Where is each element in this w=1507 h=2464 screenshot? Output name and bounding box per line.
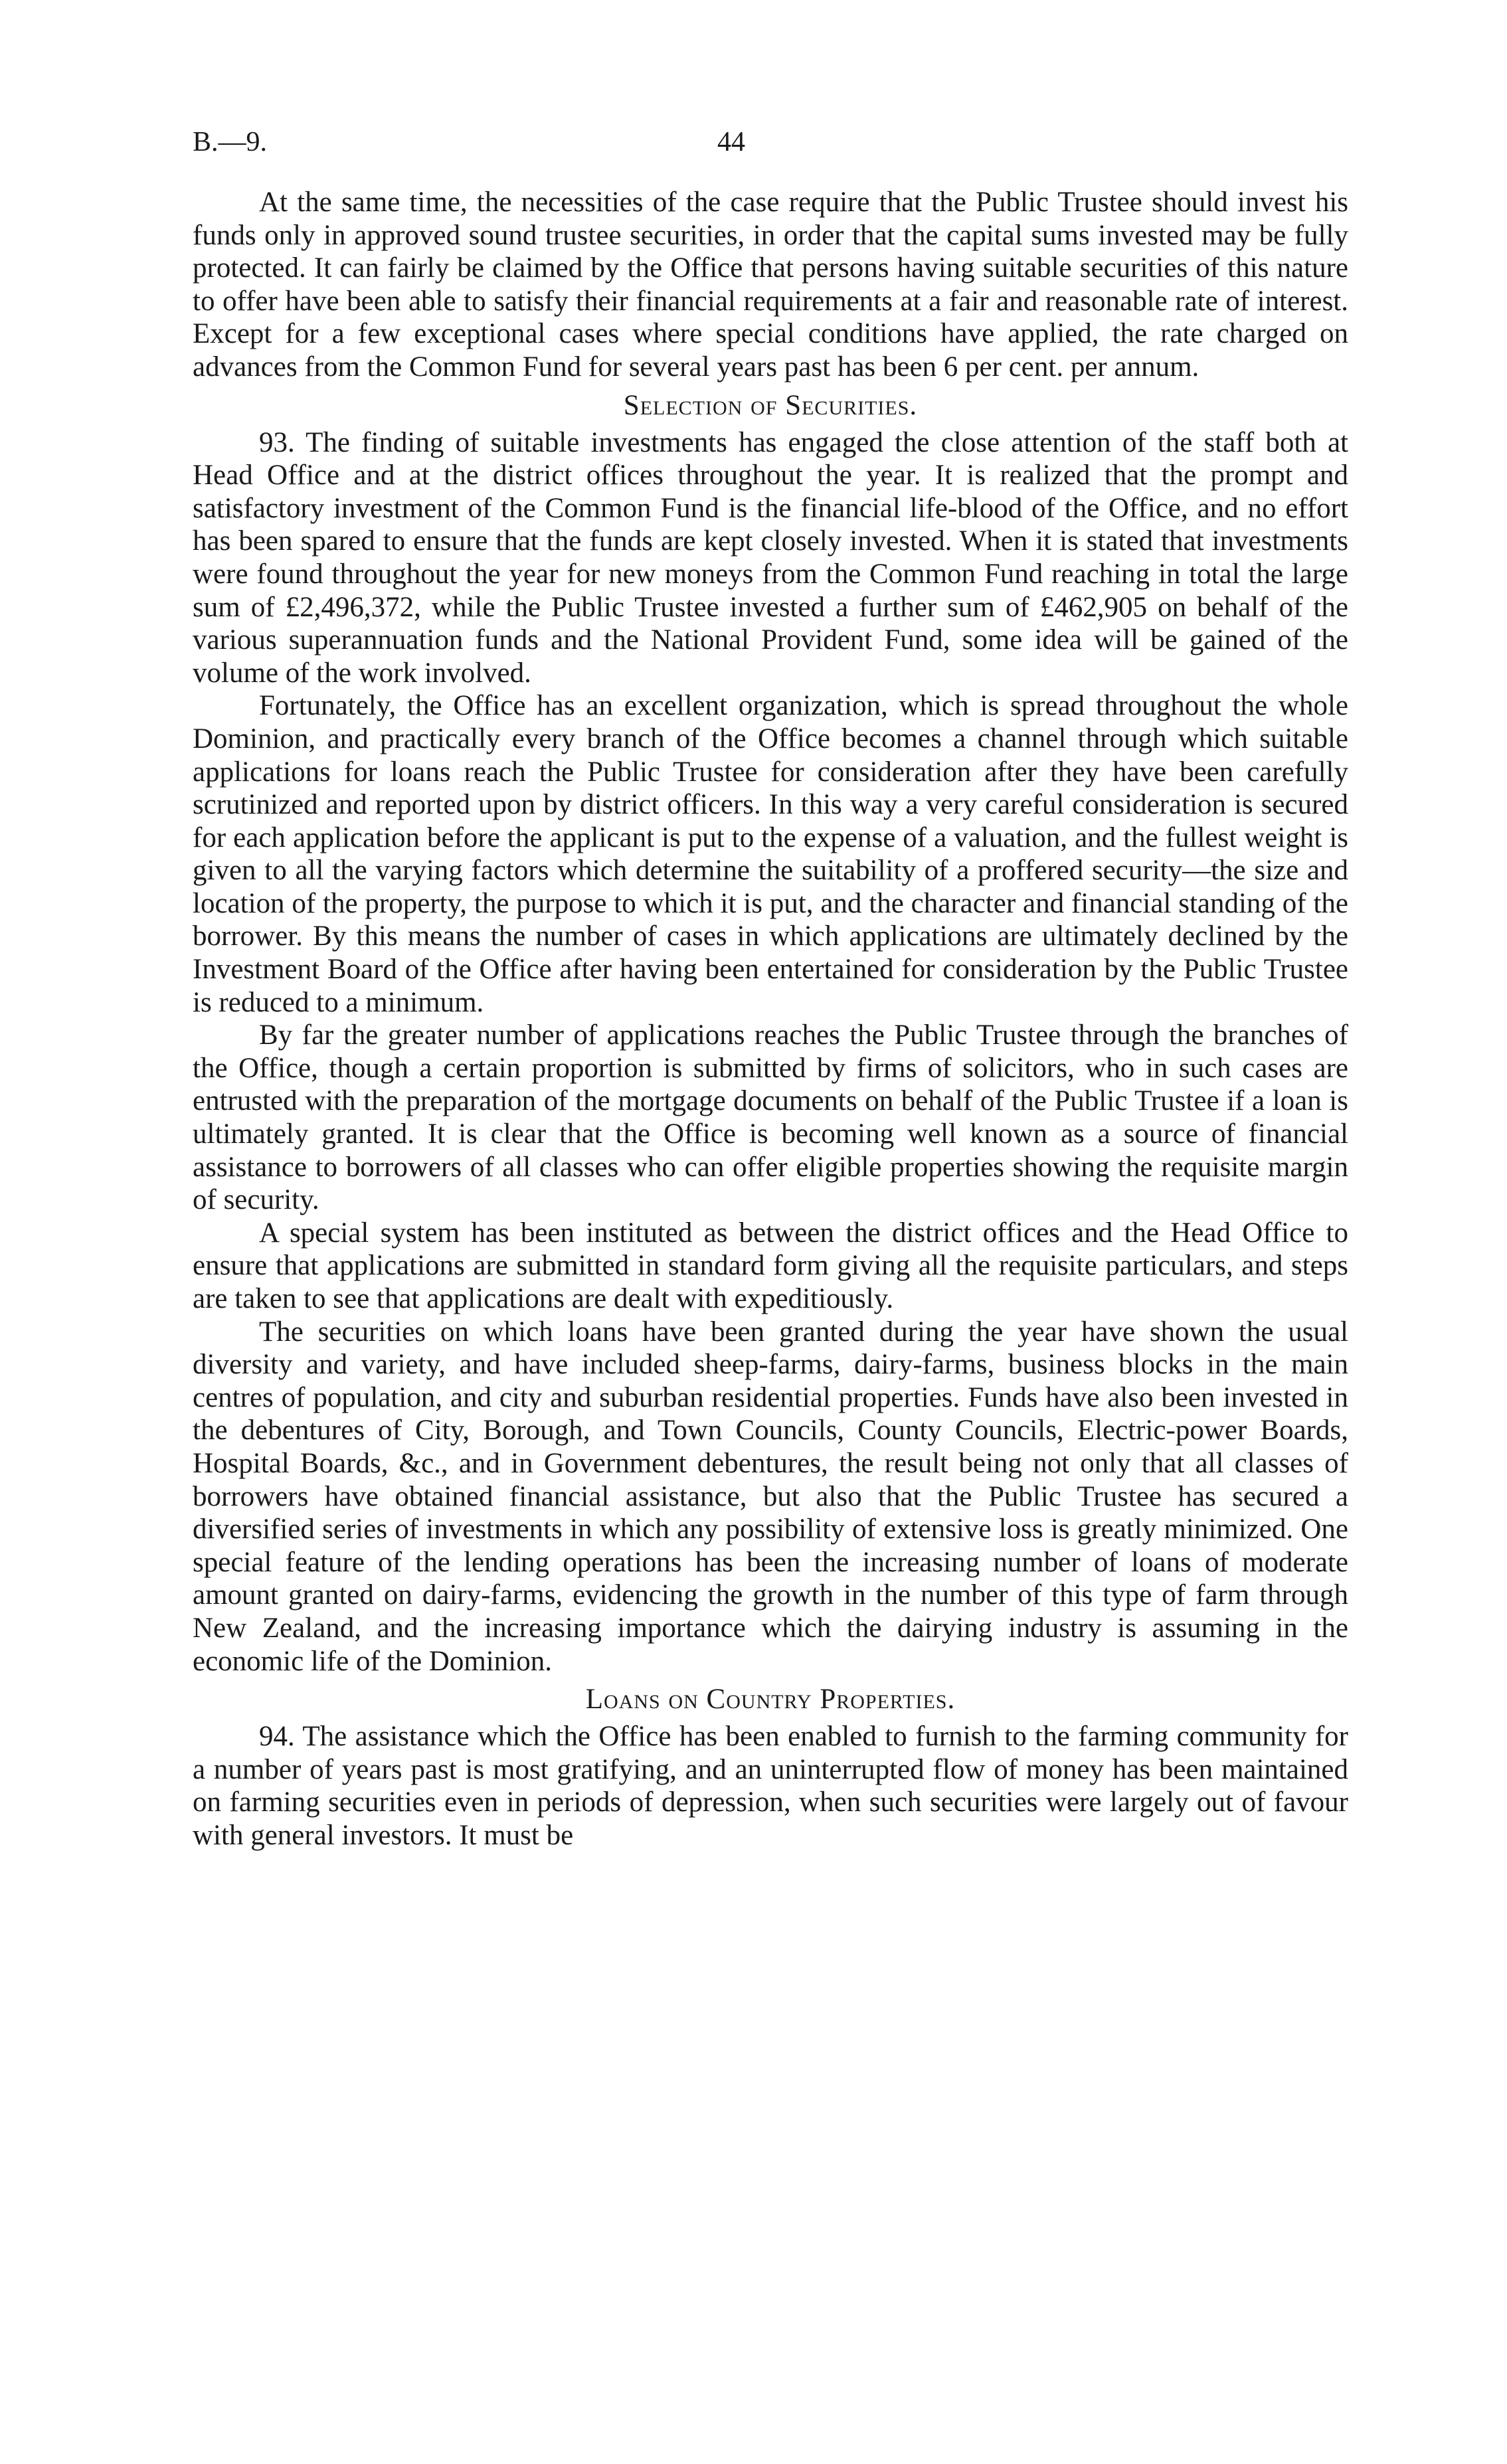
report-reference: B.—9.	[193, 127, 268, 157]
body-paragraph: The securities on which loans have been granted during the year have shown the usual diversity and variety, and have included sheep-farms, dairy-farms, business blocks in the main centres of population, and city and suburban residential properties. Funds have also been invested in the debentures of City, Borough, and Town Councils, County Councils, Electric-power Boards, Hospital Boards, &c., and in Government debentures, the result being not only that all classes of borrowers have obtained financial assistance, but also that the Public Trustee has secured a diversified series of investments in which any possibility of extensive loss is greatly minimized. One special feature of the lending operations has been the increasing number of loans of moderate amount granted on dairy-farms, evidencing the growth in the number of this type of farm through New Zealand, and the increasing importance which the dairying industry is assuming in the economic life of the Dominion.	[193, 1316, 1348, 1677]
section-heading-loans-on-country-properties: Loans on Country Properties.	[585, 1684, 956, 1716]
body-paragraph: A special system has been instituted as between the district offices and the Head Office to ensure that applications are submitted in standard form giving all the requisite particulars, and steps are taken to see that applications are dealt with expeditiously.	[193, 1217, 1348, 1314]
page-body	[193, 186, 1348, 1852]
body-paragraph: At the same time, the necessities of the case require that the Public Trustee should invest his funds only in approved sound trustee securities, in order that the capital sums invested may be fully protected. It can fairly be claimed by the Office that persons having suitable securities of this nature to offer have been able to satisfy their financial requirements at a fair and reasonable rate of interest. Except for a few exceptional cases where special conditions have applied, the rate charged on advances from the Common Fund for several years past has been 6 per cent. per annum.	[193, 187, 1348, 383]
section-heading-selection-of-securities: Selection of Securities.	[623, 389, 918, 421]
page-header	[193, 126, 1348, 166]
body-paragraph: By far the greater number of applications reaches the Public Trustee through the branches of the Office, though a certain proportion is submitted by firms of solicitors, who in such cases are entrusted with the preparation of the mortgage documents on behalf of the Public Trustee if a loan is ultimately granted. It is clear that the Office is becoming well known as a source of financial assistance to borrowers of all classes who can offer eligible properties showing the requisite margin of security.	[193, 1019, 1348, 1216]
body-paragraph: 94. The assistance which the Office has been enabled to furnish to the farming community for a number of years past is most gratifying, and an uninterrupted flow of money has been maintained on farming securities even in periods of depression, when such securities were largely out of favour with general investors. It must be	[193, 1721, 1348, 1851]
page-number: 44	[717, 127, 745, 157]
body-paragraph: 93. The finding of suitable investments has engaged the close attention of the staff both at Head Office and at the district offices throughout the year. It is realized that the prompt and satisfactory investment of the Common Fund is the financial life-blood of the Office, and no effort has been spared to ensure that the funds are kept closely invested. When it is stated that investments were found throughout the year for new moneys from the Common Fund reaching in total the large sum of £2,496,372, while the Public Trustee invested a further sum of £462,905 on behalf of the various superannuation funds and the National Provident Fund, some idea will be gained of the volume of the work involved.	[193, 426, 1348, 689]
body-paragraph: Fortunately, the Office has an excellent organization, which is spread throughout the whole Dominion, and practically every branch of the Office becomes a channel through which suitable applications for loans reach the Public Trustee for consideration after they have been carefully scrutinized and reported upon by district officers. In this way a very careful consideration is secured for each application before the applicant is put to the expense of a valuation, and the fullest weight is given to all the varying factors which determine the suitability of a proffered security—the size and location of the property, the purpose to which it is put, and the character and financial standing of the borrower. By this means the number of cases in which applications are ultimately declined by the Investment Board of the Office after having been entertained for consideration by the Public Trustee is reduced to a minimum.	[193, 690, 1348, 1018]
